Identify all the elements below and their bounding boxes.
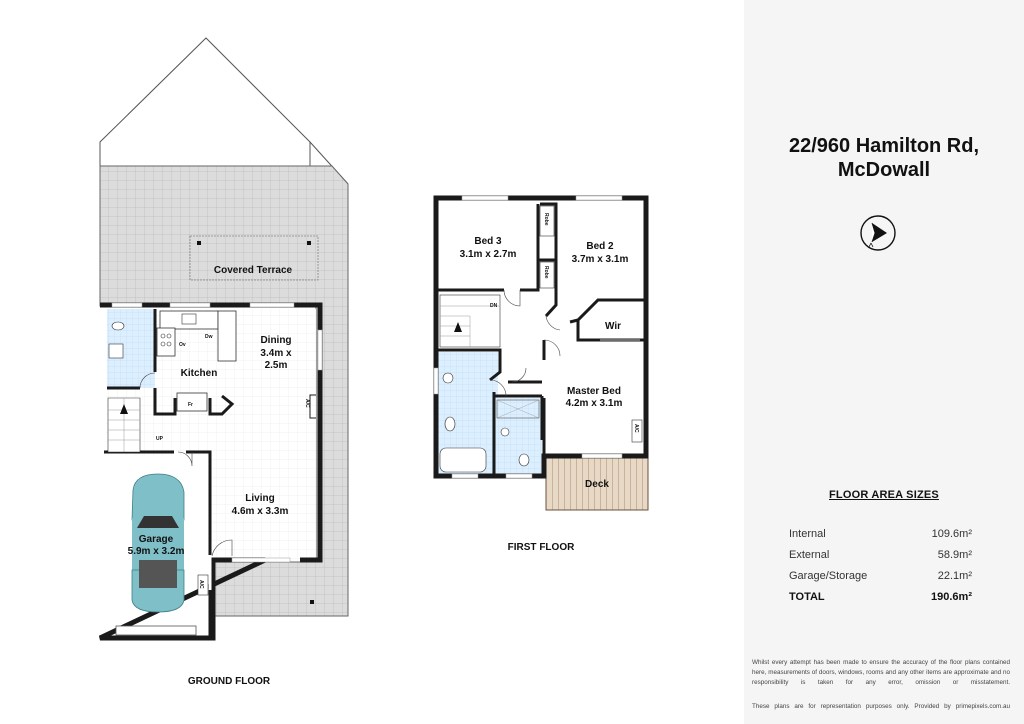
ensuite-tiles [494, 398, 542, 474]
row-label: TOTAL [789, 591, 825, 603]
row-label: Internal [789, 528, 826, 540]
bed3-label: Bed 3 [474, 236, 502, 247]
address-line-2: McDowall [837, 159, 931, 181]
ac-label-master: A/C [633, 424, 639, 433]
living-dim: 4.6m x 3.3m [231, 506, 289, 517]
wir-label: Wir [604, 321, 622, 332]
robe-label-bed2: Robe [543, 266, 549, 279]
row-value: 58.9m² [937, 549, 972, 561]
ground-floor-label: GROUND FLOOR [187, 676, 271, 687]
covered-terrace-label: Covered Terrace [213, 265, 293, 276]
floor-area-row-internal [789, 526, 972, 547]
kitchen-label: Kitchen [180, 368, 218, 379]
floor-area-table [789, 526, 972, 610]
provider-footer: These plans are for representation purposes only. Provided by primepixels.com.au [752, 703, 1010, 710]
ac-label-living: A/C [304, 399, 310, 408]
row-label: External [789, 549, 830, 561]
floor-area-title: FLOOR AREA SIZES [829, 489, 939, 501]
garage-label: Garage [138, 534, 174, 545]
north-compass-icon [859, 214, 897, 252]
row-value: 22.1m² [937, 570, 972, 582]
row-value: 190.6m² [931, 591, 972, 603]
dishwasher-label: Dw [205, 334, 213, 340]
address-line-1: 22/960 Hamilton Rd, [788, 135, 980, 157]
bed3-dim: 3.1m x 2.7m [459, 249, 517, 260]
dining-dim-2: 2.5m [264, 360, 288, 371]
bed2-dim: 3.7m x 3.1m [571, 254, 629, 265]
info-panel [744, 0, 1024, 724]
row-label: Garage/Storage [789, 570, 868, 582]
dining-label: Dining [260, 335, 292, 346]
stairs-up-label: UP [156, 436, 163, 442]
master-bed-label: Master Bed [567, 386, 621, 397]
ac-label-garage: A/C [198, 580, 204, 589]
address-title [744, 134, 1024, 182]
roof-outline [100, 38, 310, 166]
robe-label-bed3: Robe [543, 213, 549, 226]
garage-dim: 5.9m x 3.2m [127, 546, 185, 557]
master-bed-dim: 4.2m x 3.1m [565, 398, 623, 409]
floor-area-row-garage [789, 568, 972, 589]
first-floor-label: FIRST FLOOR [507, 542, 575, 553]
bed2-label: Bed 2 [586, 241, 614, 252]
floor-area-row-external [789, 547, 972, 568]
fridge-label: Fr [188, 402, 193, 408]
ground-floor [100, 38, 348, 687]
dining-dim-1: 3.4m x [260, 348, 292, 359]
row-value: 109.6m² [931, 528, 972, 540]
first-floor [434, 196, 648, 553]
living-label: Living [245, 493, 275, 504]
disclaimer-text: Whilst every attempt has been made to ensure the accuracy of the floor plans contained here, measurements of doors, windows, rooms and any other items are approximate and no responsibility is taken for any error, omission or misstatement. [752, 659, 1010, 686]
deck-label: Deck [585, 479, 609, 490]
oven-label: Ov [179, 342, 186, 348]
stairs-down-label: DN [490, 303, 498, 309]
floor-area-row-total [789, 589, 972, 610]
